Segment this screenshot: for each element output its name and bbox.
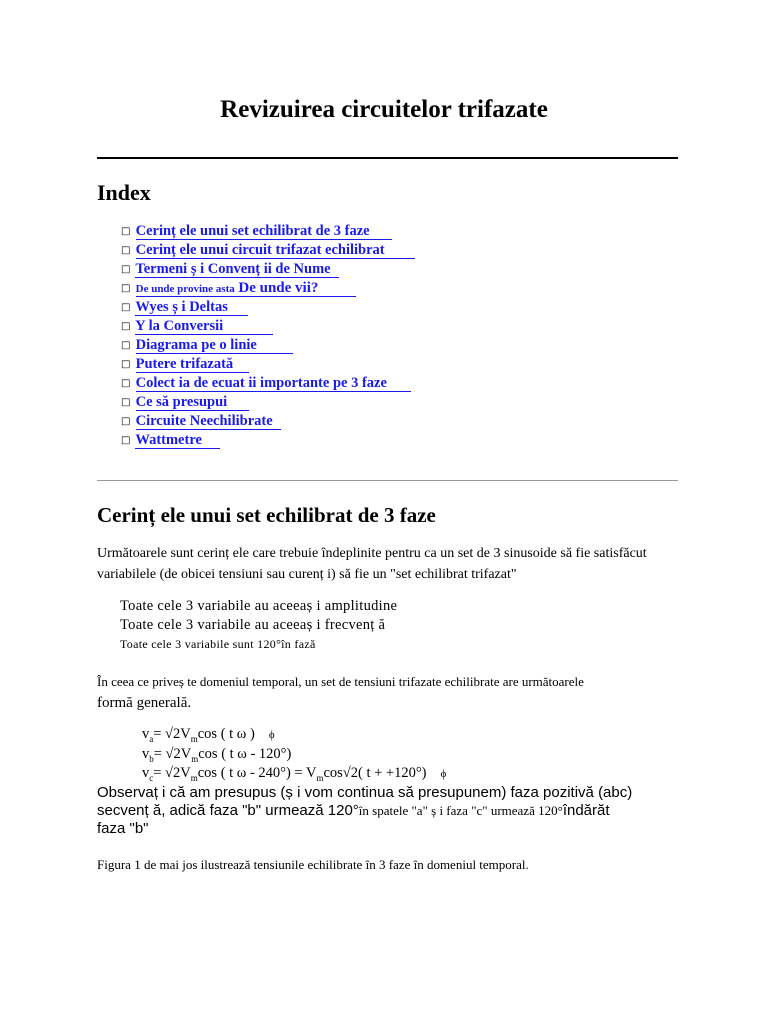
toc-item xyxy=(121,355,415,374)
toc-link[interactable]: Y la Conversii xyxy=(135,318,273,335)
toc-link[interactable]: Termeni ș i Convenț ii de Nume xyxy=(135,261,338,278)
toc-item xyxy=(121,279,415,298)
equation-vc: $v_c= √2V_m\cos$ ( t $\omega - 240^\circ) = V_m\cos√2$( t + +120°) ϕ xyxy=(142,765,447,783)
toc-item xyxy=(121,222,415,241)
phi-symbol: ϕ xyxy=(440,768,447,780)
toc-item xyxy=(121,393,415,412)
observation-paragraph: Observaț i că am presupus (ș i vom continua să presupunem) faza pozitivă (abc) secvenț ă, adică faza "b" urmează 120°în spatele "a" ș i faza "c" urmează 120°îndărăt faza "b" xyxy=(97,784,633,837)
toc-link[interactable]: De unde provine asta De unde vii? xyxy=(136,280,357,297)
toc-item xyxy=(121,412,415,431)
section-heading: Cerinț ele unui set echilibrat de 3 faze xyxy=(97,503,436,527)
table-of-contents xyxy=(121,222,415,450)
toc-link[interactable]: Cerinț ele unui circuit trifazat echilibrat xyxy=(136,242,415,259)
document-title: Revizuirea circuitelor trifazate xyxy=(220,96,548,123)
toc-item xyxy=(121,298,415,317)
requirement-line: Toate cele 3 variabile au aceeaș i frecvenț ă xyxy=(120,617,386,633)
bullet-icon: □ xyxy=(121,245,131,256)
bullet-icon: □ xyxy=(121,378,131,389)
toc-item xyxy=(121,260,415,279)
toc-item xyxy=(121,336,415,355)
equation-va: $v_a= √2V_m\cos$ ( t ω ) ϕ xyxy=(142,726,275,744)
figure-caption: Figura 1 de mai jos ilustrează tensiunile echilibrate în 3 faze în domeniul temporal. xyxy=(97,857,529,872)
toc-link[interactable]: Colect ia de ecuat ii importante pe 3 faze xyxy=(136,375,411,392)
bullet-icon: □ xyxy=(121,321,131,332)
intro-paragraph: Următoarele sunt cerinț ele care trebuie îndeplinite pentru ca un set de 3 sinusoide să fie satisfăcut variabilele (de obicei tensiuni sau curenț i) să fie un "set echilibrat trifazat" xyxy=(97,546,647,582)
bullet-icon: □ xyxy=(121,359,131,370)
toc-item xyxy=(121,317,415,336)
toc-item xyxy=(121,431,415,450)
bullet-icon: □ xyxy=(121,435,131,446)
equation-vb: $v_b= √2V_m\cos$ ( t ω - 120°) xyxy=(142,746,292,764)
title-divider xyxy=(97,157,678,159)
bullet-icon: □ xyxy=(121,283,131,294)
bullet-icon: □ xyxy=(121,340,131,351)
bullet-icon: □ xyxy=(121,397,131,408)
toc-link[interactable]: Putere trifazată xyxy=(136,356,250,373)
requirement-line: Toate cele 3 variabile sunt 120°în fază xyxy=(120,637,316,651)
toc-link[interactable]: Wyes ș i Deltas xyxy=(135,299,248,316)
phi-symbol: ϕ xyxy=(268,729,275,741)
toc-item xyxy=(121,374,415,393)
toc-item xyxy=(121,241,415,260)
time-domain-paragraph: În ceea ce priveș te domeniul temporal, un set de tensiuni trifazate echilibrate are următoarele formă generală. xyxy=(97,674,584,711)
toc-link[interactable]: Diagrama pe o linie xyxy=(136,337,293,354)
bullet-icon: □ xyxy=(121,226,131,237)
toc-link[interactable]: Wattmetre xyxy=(135,432,220,449)
bullet-icon: □ xyxy=(121,416,131,427)
toc-link[interactable]: Circuite Neechilibrate xyxy=(136,413,281,430)
index-heading: Index xyxy=(97,180,151,205)
bullet-icon: □ xyxy=(121,302,131,313)
bullet-icon: □ xyxy=(121,264,131,275)
requirement-line: Toate cele 3 variabile au aceeaș i amplitudine xyxy=(120,598,398,614)
section-divider xyxy=(97,480,678,481)
toc-link[interactable]: Ce să presupui xyxy=(136,394,250,411)
toc-link[interactable]: Cerinț ele unui set echilibrat de 3 faze xyxy=(136,223,392,240)
